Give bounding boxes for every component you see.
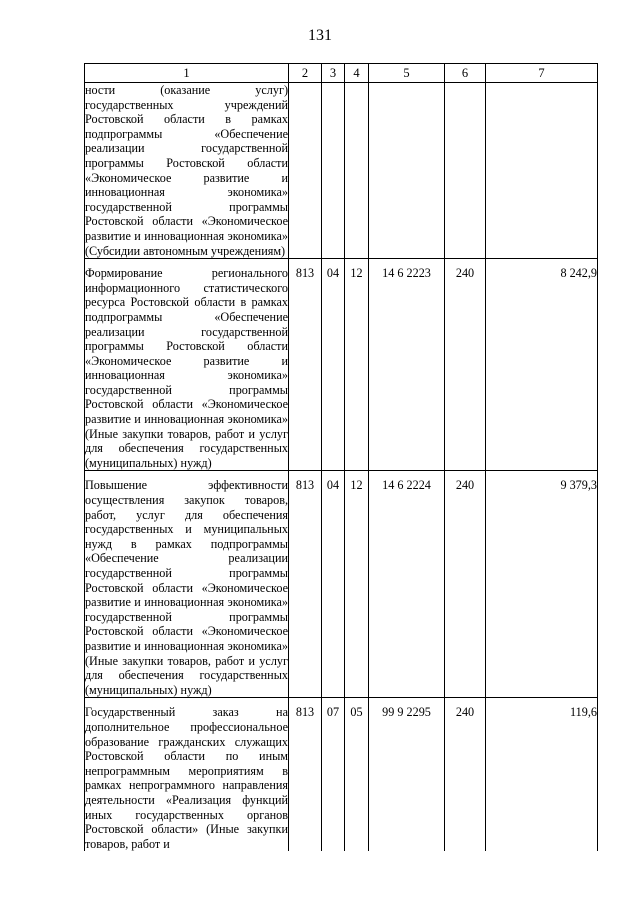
- header-col-1: 1: [85, 64, 289, 83]
- row-expense-type: 240: [445, 471, 486, 698]
- table-row: [85, 698, 598, 851]
- header-col-4: 4: [345, 64, 369, 83]
- row-target-code: 14 6 2223: [369, 259, 445, 471]
- row-expense-type: [445, 83, 486, 259]
- row-amount: 9 379,3: [486, 471, 598, 698]
- table-row: [85, 471, 598, 698]
- row-target-code: 14 6 2224: [369, 471, 445, 698]
- row-section-code: 04: [322, 259, 345, 471]
- row-amount: 8 242,9: [486, 259, 598, 471]
- row-target-code: 99 9 2295: [369, 698, 445, 851]
- row-expense-type: 240: [445, 698, 486, 851]
- row-description: Государственный заказ на дополнительное профессиональное образование гражданских служащих Ростовской области по иным непрограммным мероприятиям в рамках непрограммного направления деятельности «Реализация функций иных государственных органов Ростовской области» (Иные закупки товаров, работ и: [85, 698, 289, 851]
- header-col-6: 6: [445, 64, 486, 83]
- table-row: [85, 83, 598, 259]
- row-admin-code: [289, 83, 322, 259]
- header-row: [85, 64, 598, 83]
- row-admin-code: 813: [289, 471, 322, 698]
- row-section-code: 04: [322, 471, 345, 698]
- row-admin-code: 813: [289, 698, 322, 851]
- header-col-3: 3: [322, 64, 345, 83]
- row-section-code: 07: [322, 698, 345, 851]
- row-subsection-code: 05: [345, 698, 369, 851]
- row-admin-code: 813: [289, 259, 322, 471]
- row-expense-type: 240: [445, 259, 486, 471]
- row-target-code: [369, 83, 445, 259]
- row-description: Повышение эффективности осуществления закупок товаров, работ, услуг для обеспечения государственных и муниципальных нужд в рамках подпрограммы «Обеспечение реализации государственной программы Ростовской области «Экономическое развитие и инновационная экономика» государственной программы Ростовской области «Экономическое развитие и инновационная экономика» (Иные закупки товаров, работ и услуг для обеспечения государственных (муниципальных) нужд): [85, 471, 289, 698]
- row-amount: [486, 83, 598, 259]
- row-subsection-code: 12: [345, 471, 369, 698]
- row-description: Формирование регионального информационного статистического ресурса Ростовской области в рамках подпрограммы «Обеспечение реализации государственной программы Ростовской области «Экономическое развитие и инновационная экономика» государственной программы Ростовской области «Экономическое развитие и инновационная экономика» (Иные закупки товаров, работ и услуг для обеспечения государственных (муниципальных) нужд): [85, 259, 289, 471]
- budget-table: [84, 63, 598, 851]
- row-subsection-code: 12: [345, 259, 369, 471]
- row-section-code: [322, 83, 345, 259]
- header-col-5: 5: [369, 64, 445, 83]
- header-col-2: 2: [289, 64, 322, 83]
- row-amount: 119,6: [486, 698, 598, 851]
- header-col-7: 7: [486, 64, 598, 83]
- page-number: 131: [308, 27, 332, 44]
- row-description: ности (оказание услуг) государственных учреждений Ростовской области в рамках подпрограммы «Обеспечение реализации государственной программы Ростовской области «Экономическое развитие и инновационная экономика» государственной программы Ростовской области «Экономическое развитие и инновационная экономика» (Субсидии автономным учреждениям): [85, 83, 288, 258]
- row-subsection-code: [345, 83, 369, 259]
- table-row: [85, 259, 598, 471]
